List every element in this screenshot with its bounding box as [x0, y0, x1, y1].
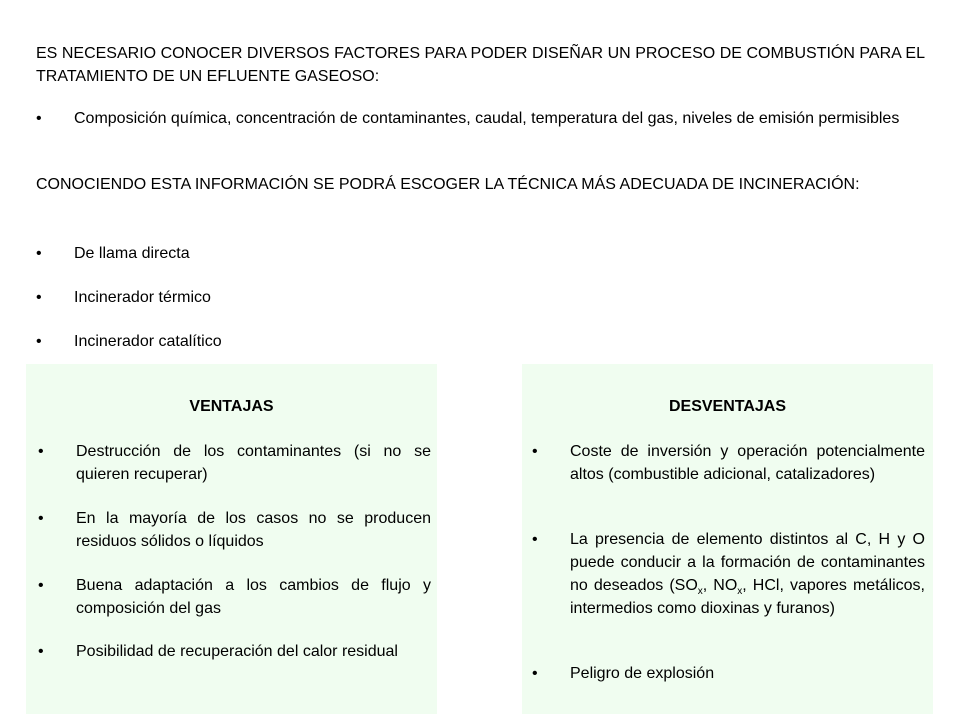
desventajas-item	[532, 662, 925, 685]
ventajas-item	[38, 640, 431, 686]
bullet-icon: •	[36, 289, 42, 306]
ventajas-item	[38, 507, 431, 553]
factors-bullet	[36, 107, 925, 153]
desventajas-item-text: Peligro de explosión	[570, 665, 715, 682]
factors-text: Composición química, concentración de contaminantes, caudal, temperatura del gas, niveles de emisión permisibles	[74, 110, 900, 127]
desventajas-title: DESVENTAJAS	[668, 398, 787, 415]
desventajas-item-text: La presencia de elemento distintos al C, H y O puede conducir a la formación de contaminantes no deseados ($SO_x$, $NO_x$, HCl, vapores metálicos, intermedios como dioxinas y furanos)	[570, 531, 926, 617]
technique-intro-paragraph: CONOCIENDO ESTA INFORMACIÓN SE PODRÁ ESCOGER LA TÉCNICA MÁS ADECUADA DE INCINERACIÓN:	[36, 176, 860, 193]
bullet-icon: •	[36, 245, 42, 262]
ventajas-panel	[26, 364, 437, 714]
technique-label: Incinerador catalítico	[74, 333, 222, 350]
technique-label: Incinerador térmico	[74, 289, 211, 306]
technique-item	[36, 286, 636, 309]
bullet-icon: •	[36, 110, 42, 127]
ventajas-item-text: Destrucción de los contaminantes (si no se quieren recuperar)	[76, 443, 431, 483]
bullet-icon: •	[532, 665, 538, 682]
technique-item	[36, 242, 636, 265]
bullet-icon: •	[38, 443, 44, 460]
ventajas-item-text: En la mayoría de los casos no se producen residuos sólidos o líquidos	[76, 510, 431, 550]
ventajas-item-text: Buena adaptación a los cambios de flujo y composición del gas	[76, 577, 431, 617]
desventajas-panel	[522, 364, 933, 714]
desventajas-item	[532, 440, 925, 509]
intro-paragraph: ES NECESARIO CONOCER DIVERSOS FACTORES PARA PODER DISEÑAR UN PROCESO DE COMBUSTIÓN PARA EL TRATAMIENTO DE UN EFLUENTE GASEOSO:	[36, 45, 925, 85]
ventajas-item	[38, 574, 431, 620]
bullet-icon: •	[38, 643, 44, 660]
bullet-icon: •	[38, 510, 44, 527]
bullet-icon: •	[532, 443, 538, 460]
technique-item	[36, 330, 636, 353]
ventajas-item-text: Posibilidad de recuperación del calor residual	[76, 643, 398, 660]
technique-label: De llama directa	[74, 245, 190, 262]
bullet-icon: •	[36, 333, 42, 350]
ventajas-title: VENTAJAS	[189, 398, 274, 415]
desventajas-item-text: Coste de inversión y operación potencialmente altos (combustible adicional, catalizadores)	[570, 443, 925, 483]
desventajas-item	[532, 528, 925, 643]
bullet-icon: •	[38, 577, 44, 594]
bullet-icon: •	[532, 531, 538, 548]
ventajas-item	[38, 440, 431, 486]
